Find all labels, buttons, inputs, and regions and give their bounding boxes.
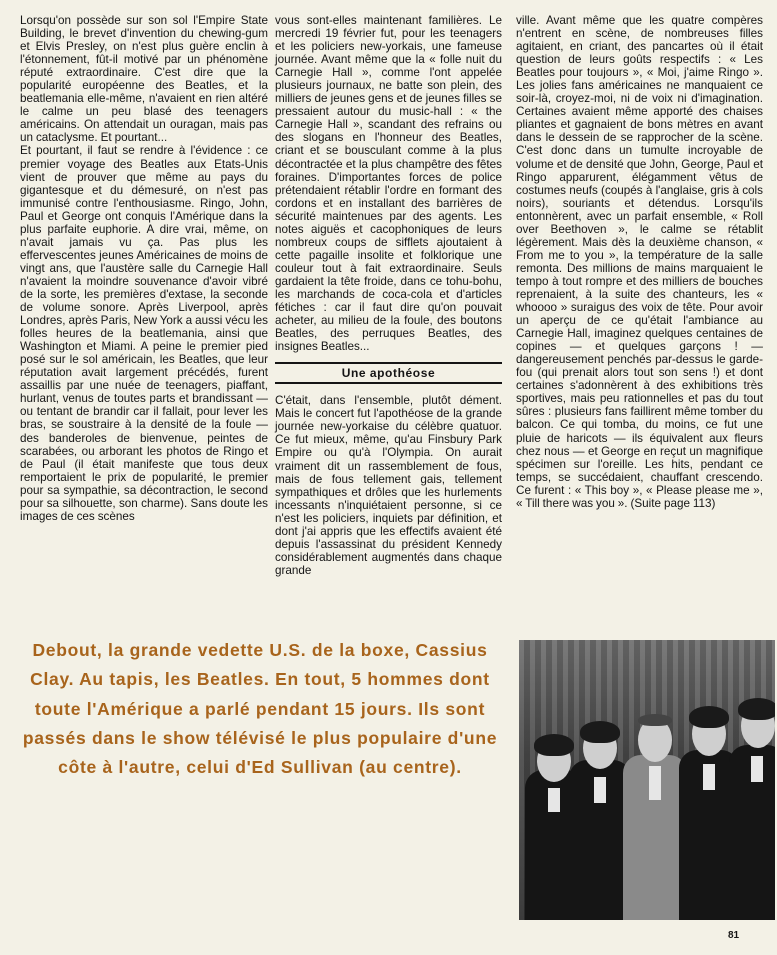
- paragraph-ville: ville. Avant même que les quatre compères n'entrent en scène, de nombreuses filles agitaient, en criant, des pancartes où il était question de leurs goûts respectifs : « Les Beatles pour toujours », « Moi, j'aime Ringo ». Les jolies fans américaines ne manquaient ce soir-là, croyez-moi, ni de voix ni d'imagination. Certaines avaient même apporté des chaises pliantes et gagnaient de bons mètres en avant dans le dessein de se rapprocher de la scène. C'est donc dans un tumulte incroyable de volume et de densité que John, George, Paul et Ringo apparurent, élégamment vêtus de costumes neufs (coupés à l'anglaise, gris à cols noirs), souriants et détendus. Lorsqu'ils entonnèrent, avec un parfait ensemble, « Roll over Beethoven », le calme se rétablit légèrement. Mais dès la deuxième chanson, « From me to you », la température de la salle remonta. Des millions de mains marquaient le tempo à tout rompre et des milliers de bouches reprenaient, à la suite des chanteurs, les « whoooo » suraigus des voix de tête. Pour avoir un aperçu de ce qu'était l'ambiance au Carnegie Hall, imaginez quelques centaines de copines — et quelques garçons ! — dangereusement penchés par-dessus le garde-fou (qui prenait alors tout son sens !) et dont certaines s'adonnèrent à des exhibitions très sportives, mais peu rationnelles et pas du tout sûres : plusieurs fans faillirent même tomber du balcon. Ce qui tomba, du moins, ce fut une pluie de haricots — ils équivalent aux fleurs chez nous — et George en reçut un magnifique spécimen sur l'oreille. Les hits, pendant ce temps, se succédaient, chauffant crescendo. Ce furent : « This boy », « Please please me », « Till there was you ». (Suite page 113): [516, 14, 763, 510]
- paragraph-pourtant: Et pourtant, il faut se rendre à l'évidence : ce premier voyage des Beatles aux Etats-Unis vient de prouver que même au pays du gigantesque et du démesuré, on n'est pas immunisé contre l'enthousiasme. Ringo, John, Paul et George ont conquis l'Amérique dans la plus parfaite euphorie. A dire vrai, même, on n'avait jamais vu ça. Pas plus les effervescentes jeunes Américaines de moins de vingt ans, que l'austère salle du Carnegie Hall n'avaient la moindre souvenance d'avoir vibré de la sorte, les premières d'extase, la seconde de volume sonore. Après Liverpool, après Londres, après Paris, New York a aussi vécu les folles heures de la beatlemania, ainsi que Washington et Miami. A peine le premier pied posé sur le sol américain, les Beatles, que leur réputation avait largement précédés, furent assaillis par une nuée de teenagers, piaffant, hurlant, venus de toutes parts et brandissant — ou tentant de brandir car il fallait, pour lever les bras, se soustraire à la densité de la foule — des banderoles de bienvenue, peintes de scarabées, ou arborant les photos de Ringo et de Paul (il était manifeste que tous deux remportaient le prix de popularité, le premier pour sa sympathie, sa décontraction, le second pour sa silhouette, son charme). Sans doute les images de ces scènes: [20, 144, 268, 523]
- beatles-photo: [519, 640, 775, 920]
- person-figure: [623, 710, 687, 920]
- person-figure: [569, 715, 631, 920]
- person-figure: [729, 692, 775, 920]
- article-column-3: [516, 14, 763, 510]
- paragraph-intro: Lorsqu'on possède sur son sol l'Empire State Building, le brevet d'invention du chewing-gum et Elvis Presley, on n'est plus guère enclin à l'étonnement, fût-il motivé par un phénomène réputé extraordinaire. C'est dire que la popularité européenne des Beatles, et la beatlemania elle-même, n'avaient en rien altéré le calme un peu blasé des teenagers américains. On attendait un ouragan, mais pas un cataclysme. Et pourtant...: [20, 14, 268, 145]
- paragraph-concert: C'était, dans l'ensemble, plutôt dément. Mais le concert fut l'apothéose de la grande journée new-yorkaise du célèbre quatuor. Ce fut mieux, même, qu'au Finsbury Park Empire ou qu'à l'Olympia. On aurait vraiment dit un rassemblement de fous, mais de fous tellement gais, tellement sympathiques et drôles que les hurlements incessants n'inquiétaient personne, si ce n'est les policiers, inquiets par définition, et dont j'ai appris que les effectifs avaient été depuis l'assassinat du président Kennedy considérablement augmentés dans chaque grande: [275, 394, 502, 577]
- article-column-1: [20, 14, 268, 523]
- photo-caption: Debout, la grande vedette U.S. de la boxe, Cassius Clay. Au tapis, les Beatles. En tout, 5 hommes dont toute l'Amérique a parlé pendant 15 jours. Ils sont passés dans le show télévisé le plus populaire d'une côte à l'autre, celui d'Ed Sullivan (au centre).: [22, 640, 498, 778]
- article-column-2: [275, 14, 502, 577]
- paragraph-carnegie: vous sont-elles maintenant familières. Le mercredi 19 février fut, pour les teenagers et les policiers new-yorkais, une fameuse journée. Avant même que la « folle nuit du Carnegie Hall », comme l'ont appelée plusieurs journaux, ne batte son plein, des milliers de jeunes gens et de jeunes filles se pressaient autour du music-hall : « the Carnegie Hall », scandant des refrains ou des slogans en l'honneur des Beatles, criant et se bousculant comme à la plus décontractée et la plus champêtre des fêtes foraines. D'importantes forces de police prétendaient rétablir l'ordre en formant des cordons et en installant des barrières de sécurité maintenues par des agents. Les notes aiguës et cacophoniques de leurs nombreux coups de sifflets ajoutaient à cette pagaille insolite et folklorique une couleur tout à fait extraordinaire. Seuls gardaient la tête froide, dans ce tohu-bohu, les marchands de coca-cola et d'articles fétiches : car il faut dire qu'on pouvait acheter, au milieu de la foule, des boutons Beatles, des perruques Beatles, des insignes Beatles...: [275, 14, 502, 354]
- page-number: 81: [728, 930, 740, 941]
- section-heading: Une apothéose: [275, 362, 502, 384]
